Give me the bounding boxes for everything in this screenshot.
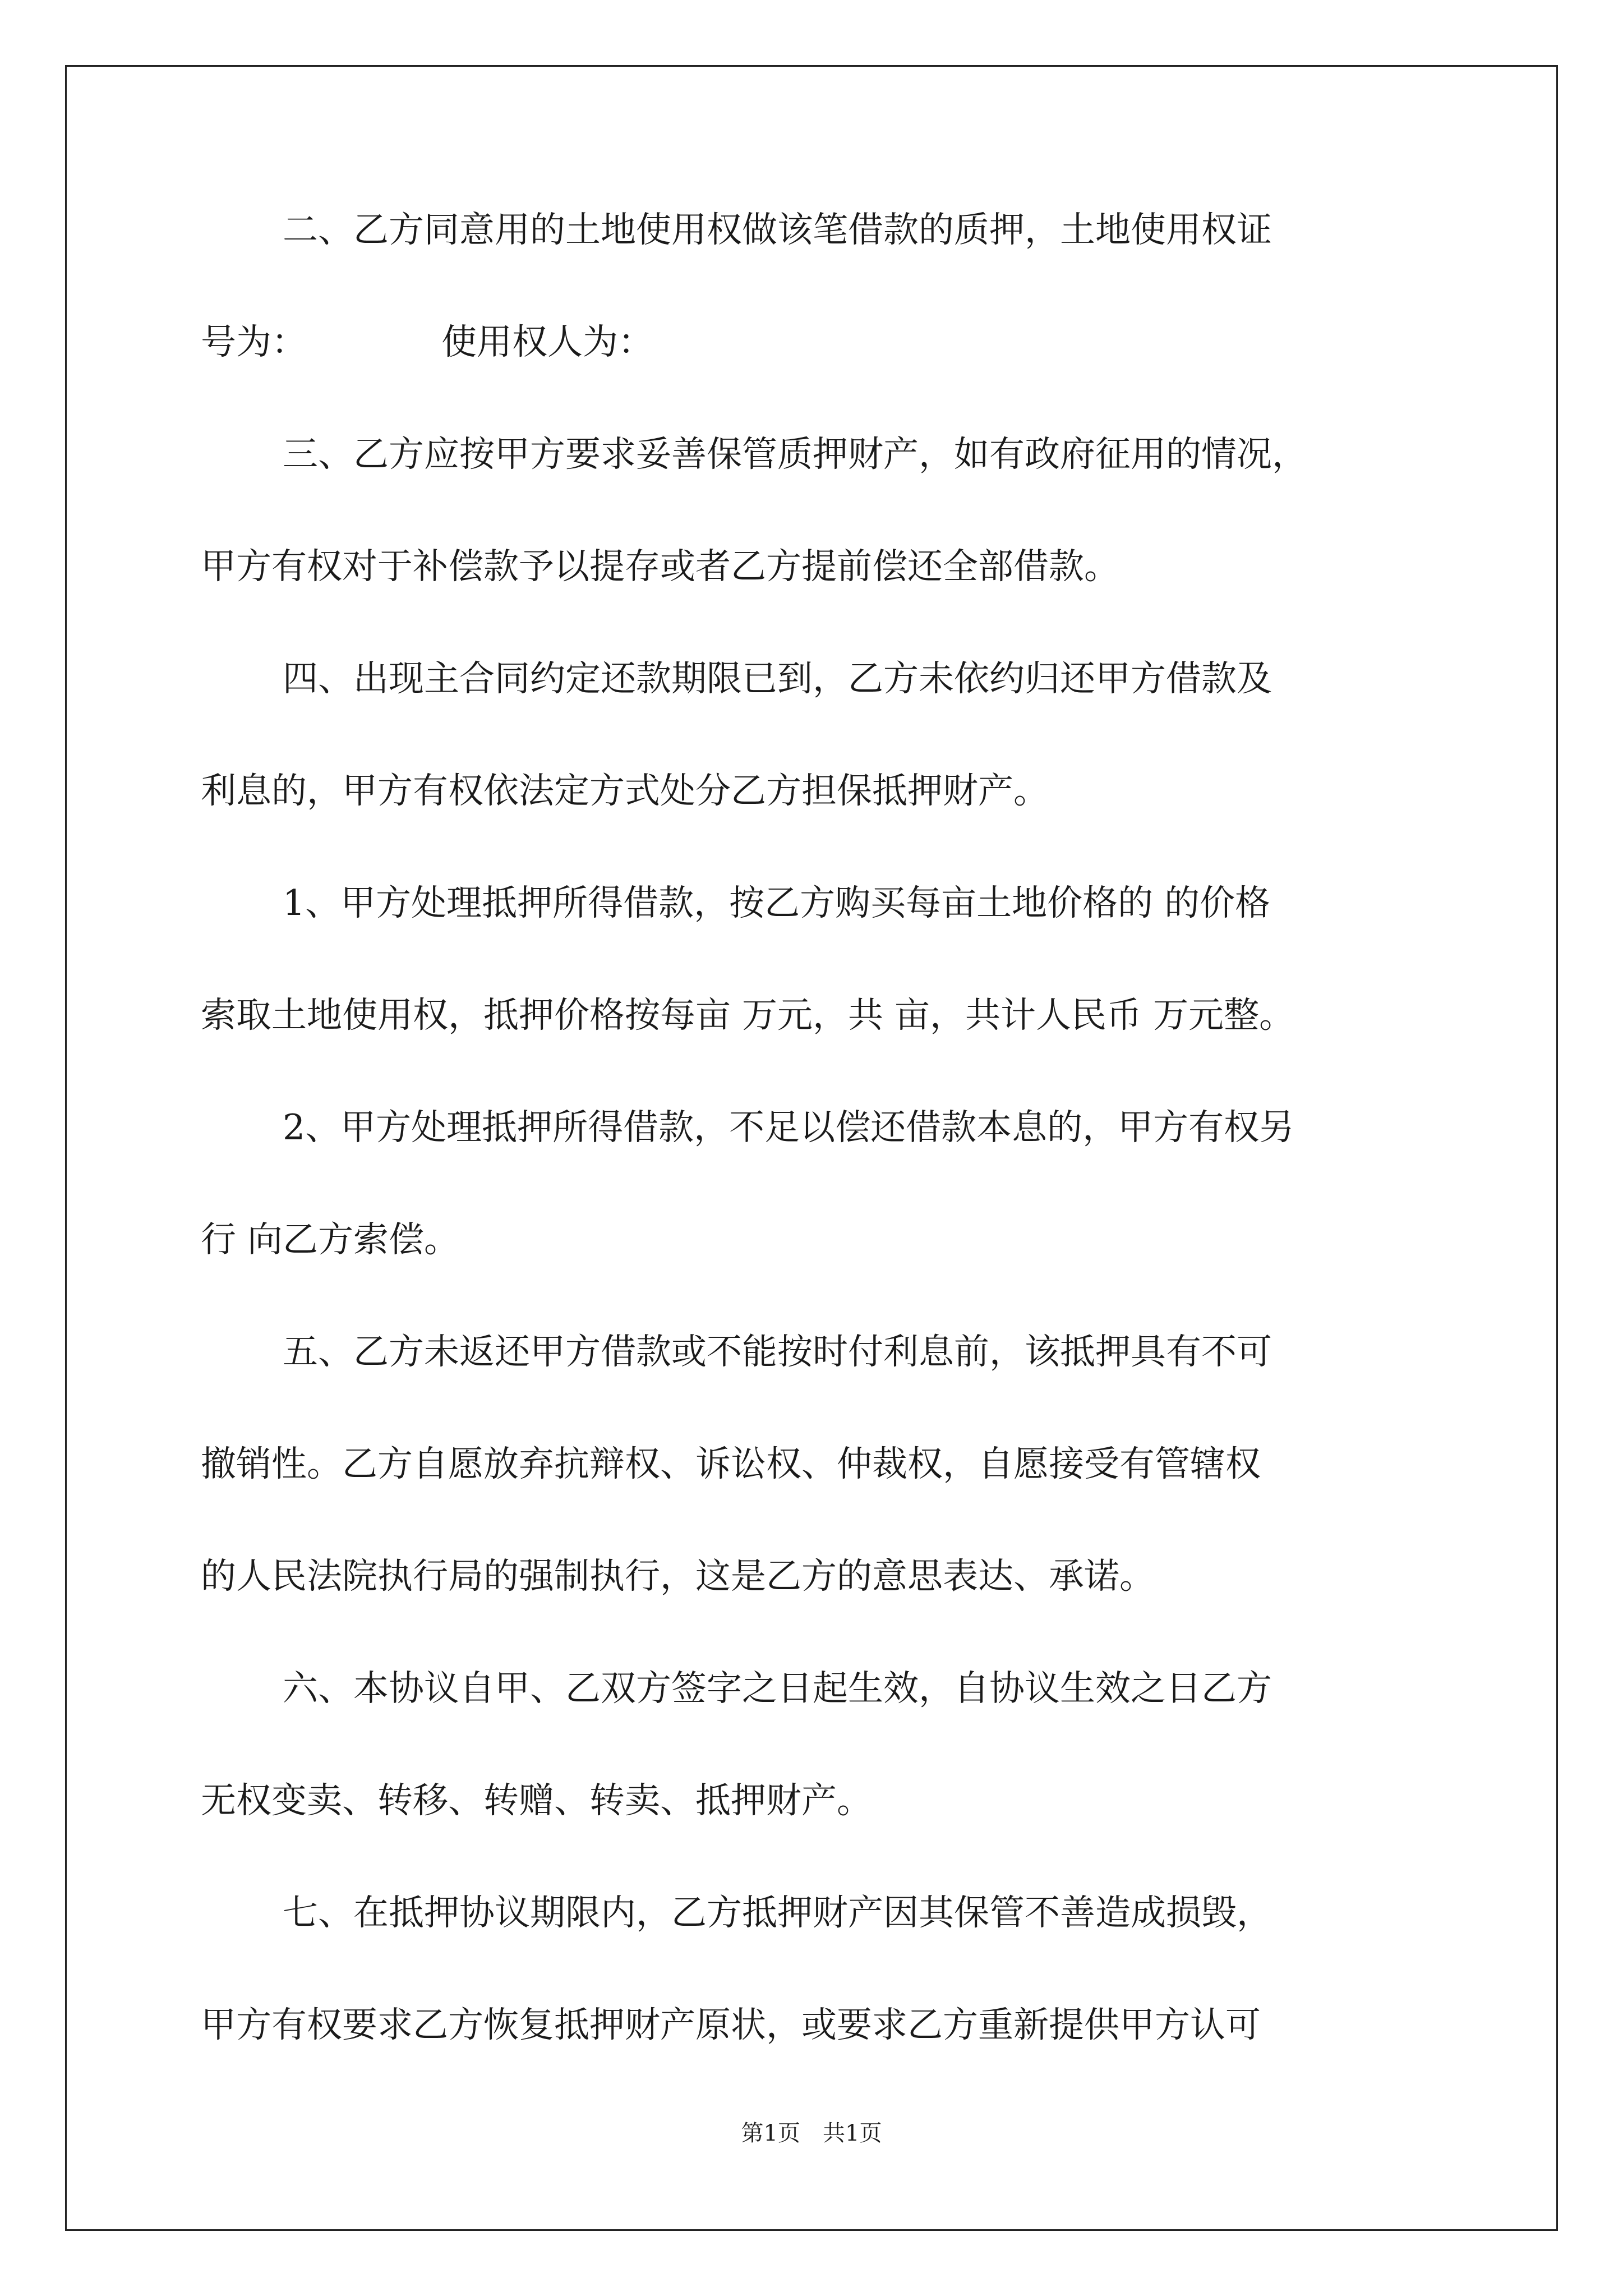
page-total: 共1页 <box>823 2120 882 2146</box>
clause-2-number-label: 号为： <box>201 321 307 362</box>
clause-5-line-3: 的人民法院执行局的强制执行，这是乙方的意思表达、承诺。 <box>201 1556 1155 1596</box>
page-footer <box>0 2119 1623 2147</box>
item-2-line-1: 2、甲方处理抵押所得借款，不足以偿还借款本息的，甲方有权另 <box>283 1107 1295 1148</box>
clause-7-line-2: 甲方有权要求乙方恢复抵押财产原状，或要求乙方重新提供甲方认可 <box>201 2004 1261 2045</box>
clause-5-line-1: 五、乙方未返还甲方借款或不能按时付利息前，该抵押具有不可 <box>283 1331 1272 1372</box>
clause-4-line-1: 四、出现主合同约定还款期限已到，乙方未依约归还甲方借款及 <box>283 658 1272 699</box>
item-1-line-1: 1、甲方处理抵押所得借款，按乙方购买每亩土地价格的 的价格 <box>283 882 1271 923</box>
page-current: 第1页 <box>741 2120 800 2146</box>
clause-2-holder-label: 使用权人为： <box>441 321 653 362</box>
clause-2-line-1: 二、乙方同意用的土地使用权做该笔借款的质押，土地使用权证 <box>283 209 1272 250</box>
item-2-line-2: 行 向乙方索偿。 <box>201 1219 460 1260</box>
clause-3-line-2: 甲方有权对于补偿款予以提存或者乙方提前偿还全部借款。 <box>201 546 1119 587</box>
clause-4-line-2: 利息的，甲方有权依法定方式处分乙方担保抵押财产。 <box>201 770 1049 811</box>
clause-6-line-1: 六、本协议自甲、乙双方签字之日起生效，自协议生效之日乙方 <box>283 1668 1272 1709</box>
clause-5-line-2: 撤销性。乙方自愿放弃抗辩权、诉讼权、仲裁权，自愿接受有管辖权 <box>201 1443 1261 1484</box>
clause-7-line-1: 七、在抵押协议期限内，乙方抵押财产因其保管不善造成损毁， <box>283 1892 1272 1933</box>
item-1-line-2: 索取土地使用权，抵押价格按每亩 万元，共 亩，共计人民币 万元整。 <box>201 995 1295 1036</box>
clause-2-line-2 <box>201 320 653 365</box>
clause-6-line-2: 无权变卖、转移、转赠、转卖、抵押财产。 <box>201 1780 872 1821</box>
clause-3-line-1: 三、乙方应按甲方要求妥善保管质押财产，如有政府征用的情况， <box>283 434 1307 475</box>
